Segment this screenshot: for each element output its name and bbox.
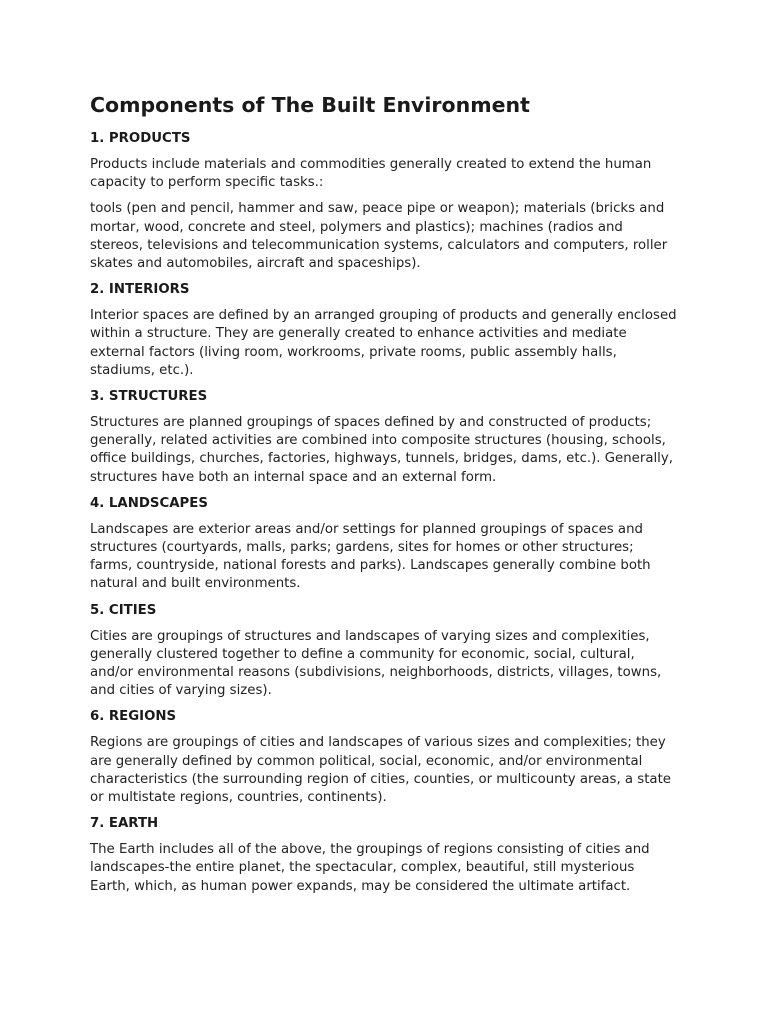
- section-heading: 7. EARTH: [90, 816, 159, 832]
- section-paragraph: Regions are groupings of cities and landscapes of various sizes and complexities; they are generally defined by common political, social, economic, and/or environmental characteristics (the surrounding region of cities, counties, or multicounty areas, a state or multistate regions, countries, continents).: [90, 735, 671, 806]
- section-heading: 3. STRUCTURES: [90, 389, 208, 405]
- section-interiors: [90, 281, 678, 380]
- section-products: [90, 130, 678, 273]
- section-regions: [90, 708, 678, 807]
- section-paragraph: Landscapes are exterior areas and/or settings for planned groupings of spaces and structures (courtyards, malls, parks; gardens, sites for homes or other structures; farms, countryside, national forests and parks). Landscapes generally combine both natural and built environments.: [90, 521, 651, 592]
- section-cities: [90, 602, 678, 701]
- section-heading: 5. CITIES: [90, 602, 157, 618]
- section-structures: [90, 388, 678, 487]
- document-title: Components of The Built Environment: [90, 93, 530, 117]
- section-paragraph: Cities are groupings of structures and landscapes of varying sizes and complexities, generally clustered together to define a community for economic, social, cultural, and/or environmental reasons (subdivisions, neighborhoods, districts, villages, towns, and cities of varying sizes).: [90, 628, 662, 699]
- section-heading: 6. REGIONS: [90, 709, 177, 725]
- section-paragraph: tools (pen and pencil, hammer and saw, peace pipe or weapon); materials (bricks and mortar, wood, concrete and steel, polymers and plastics); machines (radios and stereos, televisions and telecommunication systems, calculators and computers, roller skates and automobiles, aircraft and spaceships).: [90, 201, 668, 272]
- section-landscapes: [90, 495, 678, 594]
- section-heading: 4. LANDSCAPES: [90, 495, 208, 511]
- section-earth: [90, 815, 678, 896]
- section-paragraph: Structures are planned groupings of spaces defined by and constructed of products; generally, related activities are combined into composite structures (housing, schools, office buildings, churches, factories, highways, tunnels, bridges, dams, etc.). Generally, structures have both an internal space and an external form.: [90, 415, 673, 485]
- section-paragraph: The Earth includes all of the above, the groupings of regions consisting of cities and landscapes-the entire planet, the spectacular, complex, beautiful, still mysterious Earth, which, as human power expands, may be considered the ultimate artifact.: [90, 842, 650, 894]
- section-heading: 1. PRODUCTS: [90, 131, 191, 146]
- section-paragraph: Products include materials and commodities generally created to extend the human capacity to perform specific tasks.:: [90, 157, 652, 191]
- section-paragraph: Interior spaces are defined by an arranged grouping of products and generally enclosed within a structure. They are generally created to enhance activities and mediate external factors (living room, workrooms, private rooms, public assembly halls, stadiums, etc.).: [90, 308, 677, 378]
- section-heading: 2. INTERIORS: [90, 282, 190, 298]
